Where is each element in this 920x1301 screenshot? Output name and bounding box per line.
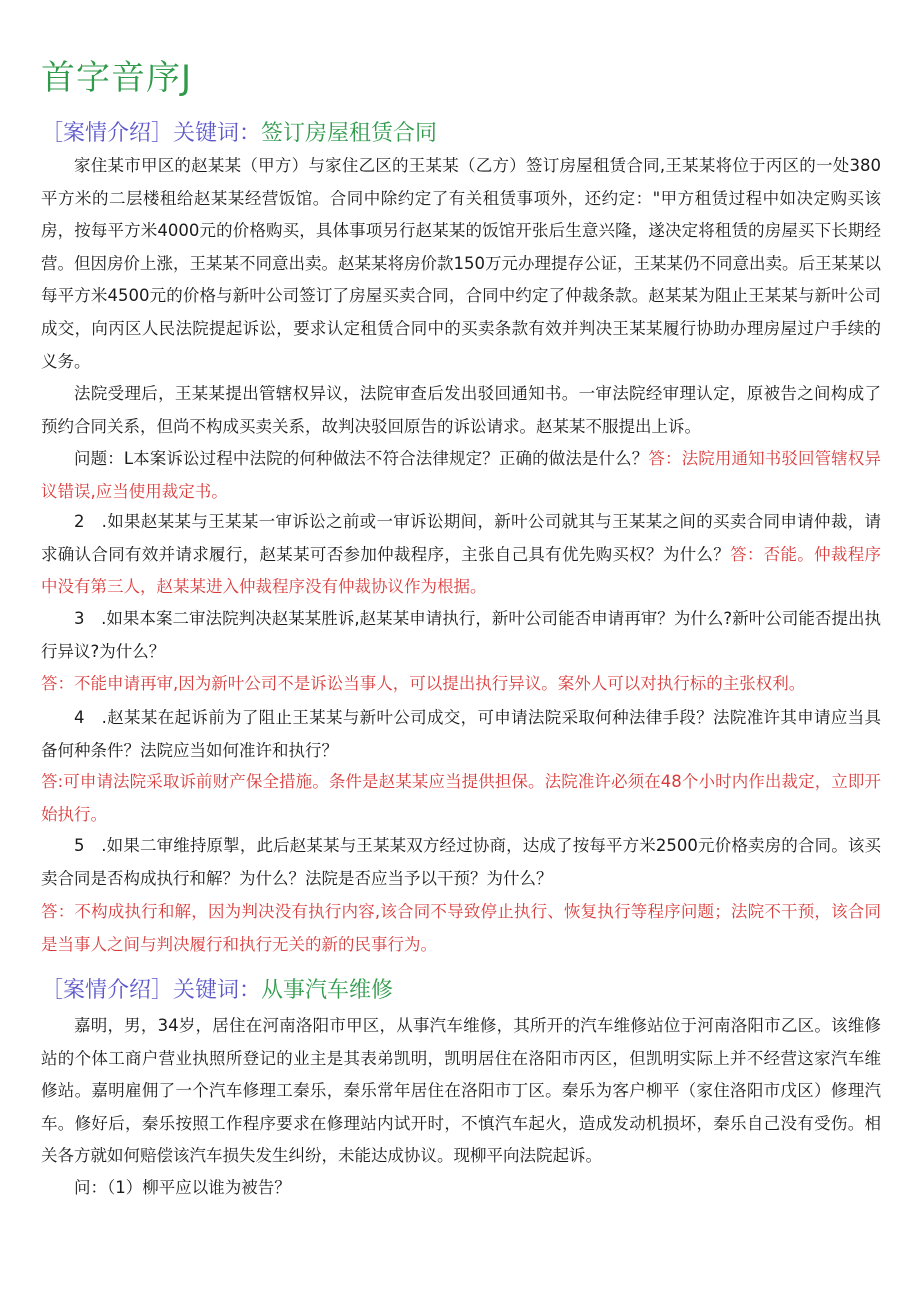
answer-5: 答：不构成执行和解，因为判决没有执行内容,该合同不导致停止执行、恢复执行等程序问题；法院不干预，该合同是当事人之间与判决履行和执行无关的新的民事行为。 (41, 902, 881, 954)
case-heading-bracket: ［案情介绍］ (41, 121, 174, 146)
question-1-text: 问题：L本案诉讼过程中法院的何种做法不符合法律规定？正确的做法是什么？ (74, 449, 649, 468)
question-1 (41, 443, 881, 508)
page-title: 首字音序J (41, 58, 193, 98)
question-3: 3 .如果本案二审法院判决赵某某胜诉,赵某某申请执行，新叶公司能否申请再审？为什么?新叶公司能否提出执行异议?为什么？ (41, 609, 881, 661)
case1-paragraph-2: 法院受理后，王某某提出管辖权异议，法院审查后发出驳回通知书。一审法院经审理认定，原被告之间构成了预约合同关系，但尚不构成买卖关系，故判决驳回原告的诉讼请求。赵某某不服提出上诉。 (41, 384, 881, 436)
case-heading-2 (41, 973, 393, 1004)
answer-3: 答：不能申请再审,因为新叶公司不是诉讼当事人，可以提出执行异议。案外人可以对执行标的主张权利。 (41, 674, 806, 693)
question-2-text: 2 .如果赵某某与王某某一审诉讼之前或一审诉讼期间，新叶公司就其与王某某之间的买卖合同申请仲裁，请求确认合同有效并请求履行，赵某某可否参加仲裁程序，主张自己具有优先购买权？为什么？ (41, 512, 881, 564)
question-4: 4 .赵某某在起诉前为了阻止王某某与新叶公司成交，可申请法院采取何种法律手段？法院准许其申请应当具备何种条件？法院应当如何准许和执行？ (41, 708, 881, 760)
answer-1: 答：法院用通知书驳回管辖权异议错误,应当使用裁定书。 (41, 449, 881, 501)
question-5: 5 .如果二审维持原掣，此后赵某某与王某某双方经过协商，达成了按每平方米2500元价格卖房的合同。该买卖合同是否构成执行和解？为什么？法院是否应当予以干预？为什么？ (41, 836, 881, 888)
case-heading-keyword: 从事汽车维修 (261, 978, 394, 1003)
answer-4: 答:可申请法院采取诉前财产保全措施。条件是赵某某应当提供担保。法院准许必须在48个小时内作出裁定，立即开始执行。 (41, 772, 881, 824)
case1-paragraph-1: 家住某市甲区的赵某某（甲方）与家住乙区的王某某（乙方）签订房屋租赁合同,王某某将位于丙区的一处380平方米的二层楼租给赵某某经营饭馆。合同中除约定了有关租赁事项外，还约定："甲方租赁过程中如决定购买该房，按每平方米4000元的价格购买，具体事项另行赵某某的饭馆开张后生意兴隆，遂决定将租赁的房屋买下长期经营。但因房价上涨，王某某不同意出卖。赵某某将房价款150万元办理提存公证，王某某仍不同意出卖。后王某某以每平方米4500元的价格与新叶公司签订了房屋买卖合同，合同中约定了仲裁条款。赵某某为阻止王某某与新叶公司成交，向丙区人民法院提起诉讼，要求认定租赁合同中的买卖条款有效并判决王某某履行协助办理房屋过户手续的义务。 (41, 156, 881, 371)
case-heading-label: 关键词： (173, 978, 262, 1003)
case-heading-label: 关键词： (173, 121, 262, 146)
case-heading-bracket: ［案情介绍］ (41, 978, 174, 1003)
question-2 (41, 506, 881, 604)
case2-question-1: 问：（1）柳平应以谁为被告？ (74, 1178, 291, 1197)
case2-paragraph-1: 嘉明，男，34岁，居住在河南洛阳市甲区，从事汽车维修，其所开的汽车维修站位于河南洛阳市乙区。该维修站的个体工商户营业执照所登记的业主是其表弟凯明，凯明居住在洛阳市丙区，但凯明实际上并不经营这家汽车维修站。嘉明雇佣了一个汽车修理工秦乐，秦乐常年居住在洛阳市丁区。秦乐为客户柳平（家住洛阳市戊区）修理汽车。修好后，秦乐按照工作程序要求在修理站内试开时，不慎汽车起火，造成发动机损坏，秦乐自己没有受伤。相关各方就如何赔偿该汽车损失发生纠纷，未能达成协议。现柳平向法院起诉。 (41, 1016, 881, 1166)
case-heading-keyword: 签订房屋租赁合同 (261, 121, 438, 146)
answer-2: 答：否能。仲裁程序中没有第三人，赵某某进入仲裁程序没有仲裁协议作为根据。 (41, 544, 882, 597)
case-heading-1 (41, 116, 437, 147)
